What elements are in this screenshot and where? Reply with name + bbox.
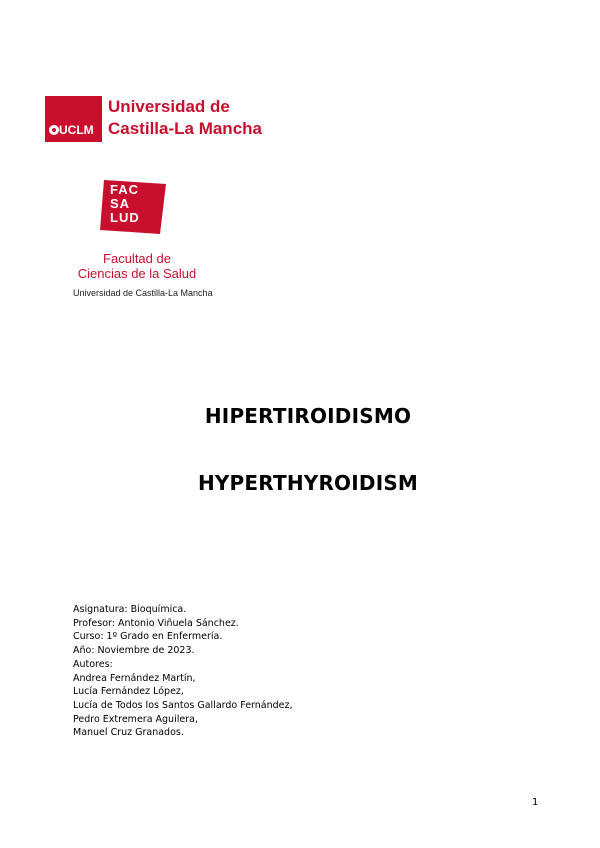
university-acronym: UCLM	[59, 123, 94, 137]
university-logo-mark	[45, 96, 102, 142]
faculty-name	[76, 251, 198, 281]
faculty-university-name: Universidad de Castilla-La Mancha	[73, 288, 213, 298]
info-author: Manuel Cruz Granados.	[73, 727, 184, 739]
info-course: Curso: 1º Grado en Enfermería.	[73, 631, 223, 643]
faculty-logo-text	[110, 183, 140, 225]
info-professor: Profesor: Antonio Viñuela Sánchez.	[73, 617, 239, 629]
info-author: Lucía de Todos los Santos Gallardo Fernández,	[73, 699, 293, 711]
info-author: Lucía Fernández López,	[73, 686, 184, 698]
faculty-logo-text-line1: FAC	[110, 182, 139, 197]
info-author: Andrea Fernández Martín,	[73, 672, 196, 684]
info-subject: Asignatura: Bioquímica.	[73, 604, 187, 615]
university-name	[108, 96, 262, 140]
university-name-line1: Universidad de	[108, 97, 230, 116]
title-english: HYPERTHYROIDISM	[197, 471, 419, 495]
info-authors-heading: Autores:	[73, 658, 113, 670]
page-number: 1	[532, 797, 539, 808]
faculty-name-line2: Ciencias de la Salud	[77, 266, 197, 281]
faculty-name-line1: Facultad de	[103, 251, 171, 266]
faculty-logo-text-line3: LUD	[110, 210, 140, 225]
faculty-logo	[100, 178, 168, 236]
title-spanish: HIPERTIROIDISMO	[204, 404, 412, 428]
document-info	[73, 603, 293, 740]
university-emblem-icon	[49, 125, 59, 135]
university-logo	[45, 96, 260, 142]
info-author: Pedro Extremera Aguilera,	[73, 713, 198, 725]
info-year: Año: Noviembre de 2023.	[73, 645, 195, 657]
faculty-logo-text-line2: SA	[110, 196, 131, 211]
university-name-line2: Castilla-La Mancha	[108, 119, 262, 138]
